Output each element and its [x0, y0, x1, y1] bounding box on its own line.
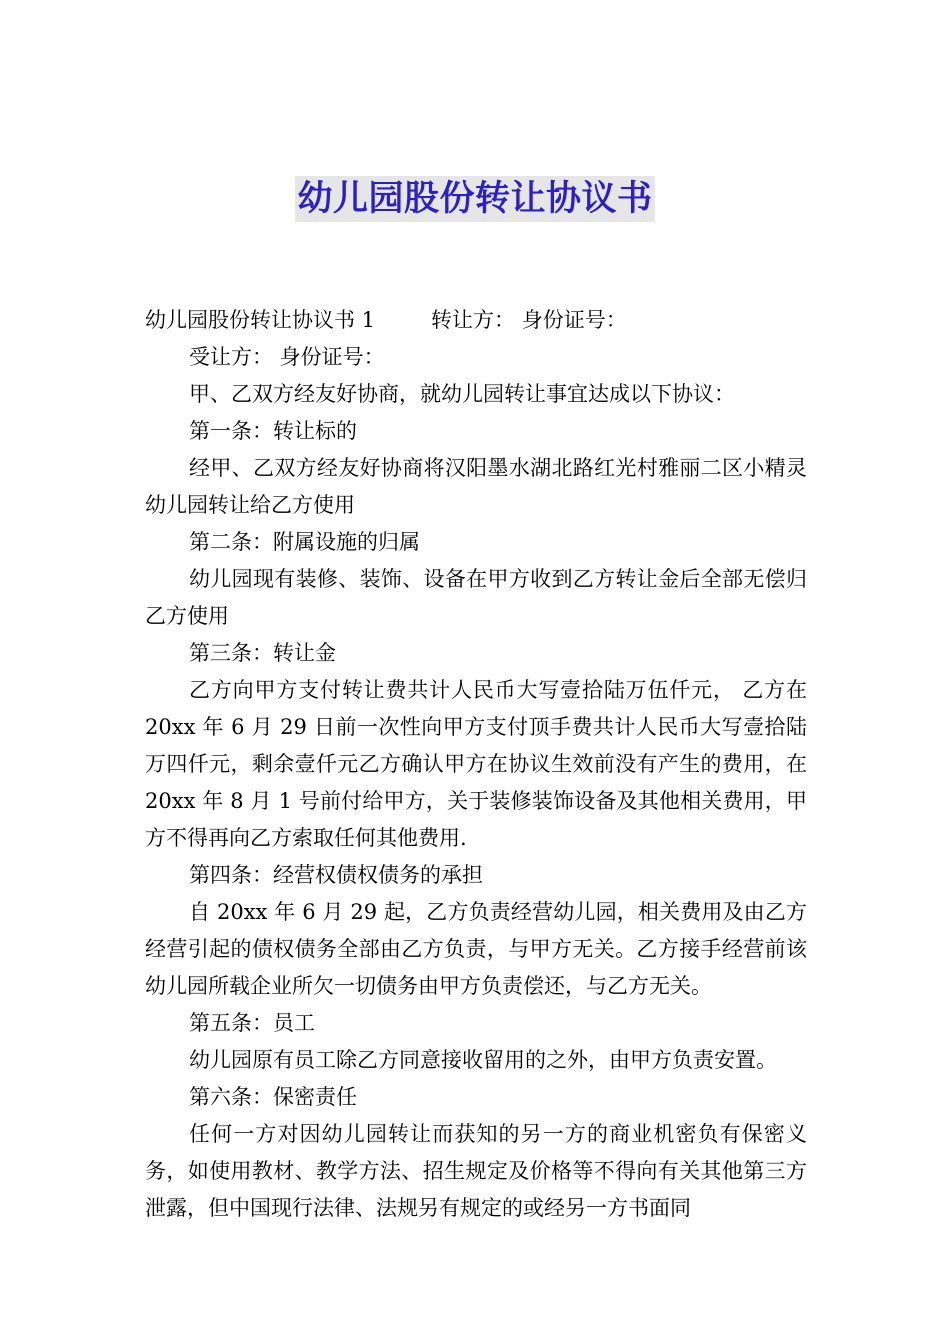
intro-rest: 转让方： 身份证号：	[431, 308, 627, 332]
article-3-body: 乙方向甲方支付转让费共计人民币大写壹拾陆万伍仟元， 乙方在 20xx 年 6 月 29 日前一次性向甲方支付顶手费共计人民币大写壹拾陆万四仟元，剩余壹仟元乙方确认甲方在协议生效前没有产生的费用，在 20xx 年 8 月 1 号前付给甲方，关于装修装饰设备及其他相关费用，甲方不得再向乙方索取任何其他费用.	[145, 678, 807, 850]
intro-line	[145, 302, 807, 339]
article-2-body: 幼儿园现有装修、装饰、设备在甲方收到乙方转让金后全部无偿归乙方使用	[145, 567, 807, 628]
document-title: 幼儿园股份转让协议书	[295, 176, 654, 222]
article-2-heading: 第二条：附属设施的归属	[189, 530, 420, 554]
article-4-body: 自 20xx 年 6 月 29 起，乙方负责经营幼儿园，相关费用及由乙方经营引起的债权债务全部由乙方负责，与甲方无关。乙方接手经营前该幼儿园所载企业所欠一切债务由甲方负责偿还，与乙方无关。	[145, 900, 807, 998]
article-6-body: 任何一方对因幼儿园转让而获知的另一方的商业机密负有保密义务，如使用教材、教学方法、招生规定及价格等不得向有关其他第三方泄露，但中国现行法律、法规另有规定的或经另一方书面同	[145, 1122, 807, 1220]
article-3-heading: 第三条：转让金	[189, 641, 336, 665]
title-container	[0, 176, 950, 222]
article-5-heading: 第五条：员工	[189, 1011, 315, 1035]
article-6-heading: 第六条：保密责任	[189, 1085, 357, 1109]
intro-heading: 幼儿园股份转让协议书 1	[145, 308, 376, 332]
article-5-body: 幼儿园原有员工除乙方同意接收留用的之外，由甲方负责安置。	[189, 1048, 777, 1072]
document-body	[145, 302, 807, 1227]
article-4-heading: 第四条：经营权债权债务的承担	[189, 863, 483, 887]
article-1-body: 经甲、乙双方经友好协商将汉阳墨水湖北路红光村雅丽二区小精灵幼儿园转让给乙方使用	[145, 456, 807, 517]
article-1-heading: 第一条：转让标的	[189, 419, 357, 443]
paragraph-transferee: 受让方： 身份证号：	[189, 345, 385, 369]
paragraph-agreement-intro: 甲、乙双方经友好协商，就幼儿园转让事宜达成以下协议：	[189, 382, 735, 406]
